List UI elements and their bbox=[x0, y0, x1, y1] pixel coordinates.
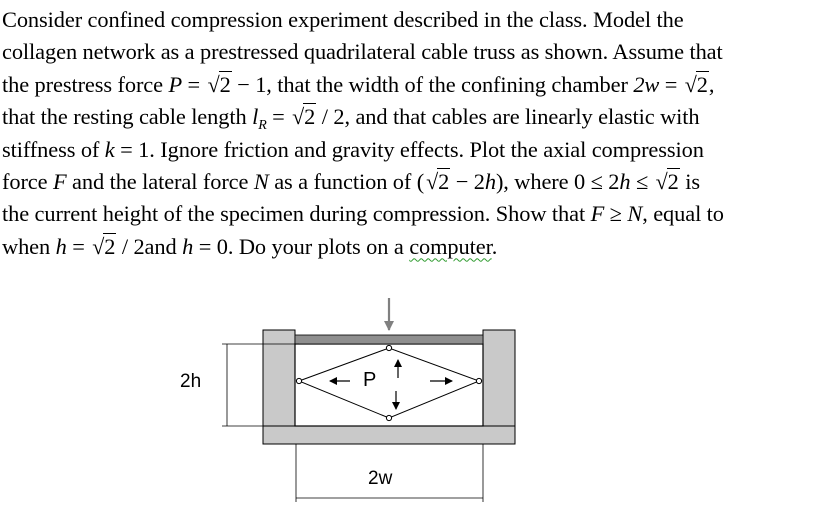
sqrt-symbol: √2 bbox=[292, 104, 316, 130]
problem-line-3: the prestress force P = √2 − 1, that the width of the confining chamber 2w = √2, bbox=[2, 69, 824, 101]
node-left bbox=[296, 378, 301, 383]
sqrt-symbol: √2 bbox=[426, 168, 450, 194]
problem-line-4: that the resting cable length $l_R = √2 / 2$, and that cables are linearly elastic with bbox=[2, 101, 824, 133]
chamber-base bbox=[263, 426, 515, 444]
problem-line-6: force F and the lateral force N as a function of (√2 − 2h), where 0 ≤ 2h ≤ √2 is bbox=[2, 166, 824, 198]
spellcheck-word: computer bbox=[409, 233, 492, 259]
node-bottom bbox=[386, 415, 391, 420]
problem-line-8: when h = √2 / 2and h = 0. Do your plots on a computer. bbox=[2, 231, 824, 263]
sqrt-symbol: √2 bbox=[92, 233, 116, 259]
node-top bbox=[386, 345, 391, 350]
sqrt-symbol: √2 bbox=[207, 71, 231, 97]
problem-line-7: the current height of the specimen during compression. Show that F ≥ N, equal to bbox=[2, 201, 724, 227]
node-right bbox=[476, 378, 481, 383]
specimen-space bbox=[295, 344, 483, 426]
height-label: 2h bbox=[180, 371, 202, 392]
problem-line-1: Consider confined compression experiment described in the class. Model the bbox=[2, 7, 684, 32]
sqrt-symbol: √2 bbox=[684, 71, 708, 97]
prestress-force-label: P bbox=[363, 369, 377, 391]
problem-line-2: collagen network as a prestressed quadrilateral cable truss as shown. Assume that bbox=[2, 39, 723, 65]
width-label: 2w bbox=[368, 468, 393, 489]
problem-line-5: stiffness of k = 1. Ignore friction and gravity effects. Plot the axial compression bbox=[2, 136, 704, 162]
sqrt-symbol: √2 bbox=[655, 168, 679, 194]
loading-platen bbox=[295, 335, 483, 344]
